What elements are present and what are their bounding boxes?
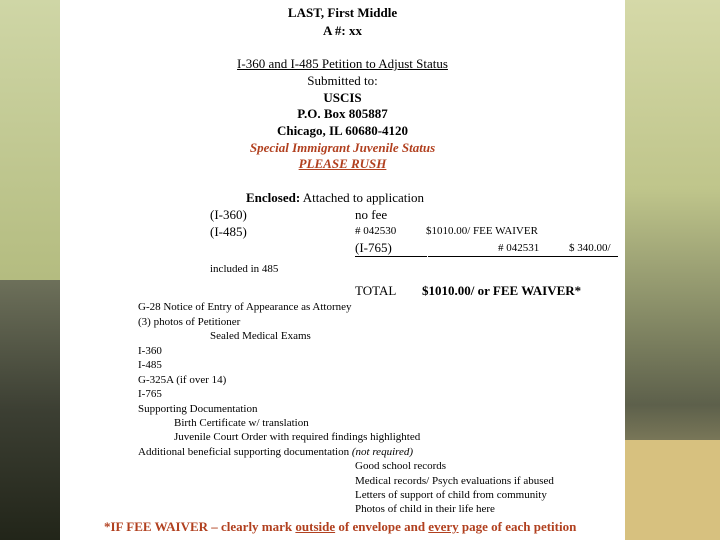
included-note: included in 485: [210, 263, 279, 275]
petition-title: I-360 and I-485 Petition to Adjust Status: [237, 56, 448, 71]
agency: USCIS: [323, 90, 362, 105]
additional-text: Additional beneficial supporting documentation: [138, 446, 350, 458]
status-line: Special Immigrant Juvenile Status: [249, 140, 436, 155]
list-item-birth-cert: Birth Certificate w/ translation: [174, 417, 309, 429]
a-number: A #: xx: [323, 23, 362, 38]
i765-form: (I-765): [355, 240, 392, 255]
i485-form: (I-485): [210, 224, 247, 239]
submitted-to: Submitted to:: [307, 73, 378, 88]
i765-receipt: # 042531: [498, 242, 540, 254]
enclosed-label: Enclosed:: [246, 190, 301, 205]
background-texture-left-top: [0, 0, 60, 280]
i485-receipt: # 042530: [355, 225, 397, 237]
list-item-school: Good school records: [355, 460, 447, 472]
applicant-name: LAST, First Middle: [287, 5, 398, 20]
list-item-i485: I-485: [138, 359, 162, 371]
list-item-supporting: Supporting Documentation: [138, 403, 258, 415]
city: Chicago, IL 60680-4120: [276, 123, 409, 138]
po-box: P.O. Box 805887: [297, 106, 388, 121]
i765-fee: $ 340.00/: [569, 242, 611, 254]
total-value: $1010.00/ or FEE WAIVER*: [422, 283, 582, 298]
list-item-medical: Sealed Medical Exams: [210, 330, 311, 342]
list-item-photos: (3) photos of Petitioner: [138, 316, 241, 328]
i360-form: (I-360): [210, 207, 247, 222]
rush-line: PLEASE RUSH: [298, 156, 387, 171]
background-texture-left: [0, 280, 60, 540]
footer-outside: outside: [295, 519, 336, 534]
background-texture-right-bottom: [625, 440, 720, 540]
document-page: [60, 0, 625, 540]
enclosed-line: [246, 191, 424, 204]
footer-part2: of envelope and: [335, 519, 429, 534]
fee-underline: [428, 256, 618, 257]
i360-fee: no fee: [355, 207, 388, 222]
list-item-psych: Medical records/ Psych evaluations if abused: [355, 475, 554, 487]
total-label: TOTAL: [355, 283, 397, 298]
enclosed-text: Attached to application: [300, 190, 424, 205]
list-item-court-order: Juvenile Court Order with required findings highlighted: [174, 431, 421, 443]
list-item-i765: I-765: [138, 388, 162, 400]
not-required-note: (not required): [351, 446, 414, 458]
list-item-i360: I-360: [138, 345, 162, 357]
list-item-g28: G-28 Notice of Entry of Appearance as Attorney: [138, 301, 352, 313]
i485-fee: $1010.00/ FEE WAIVER: [426, 225, 538, 237]
i765-underline: [355, 256, 427, 257]
fee-waiver-footer: [104, 520, 576, 533]
list-item-additional: [138, 447, 413, 458]
list-item-letters: Letters of support of child from community: [355, 489, 547, 501]
footer-every: every: [428, 519, 459, 534]
footer-part3: page of each petition: [458, 519, 577, 534]
footer-part1: *IF FEE WAIVER – clearly mark: [104, 519, 296, 534]
list-item-photos-child: Photos of child in their life here: [355, 503, 495, 515]
list-item-g325a: G-325A (if over 14): [138, 374, 227, 386]
